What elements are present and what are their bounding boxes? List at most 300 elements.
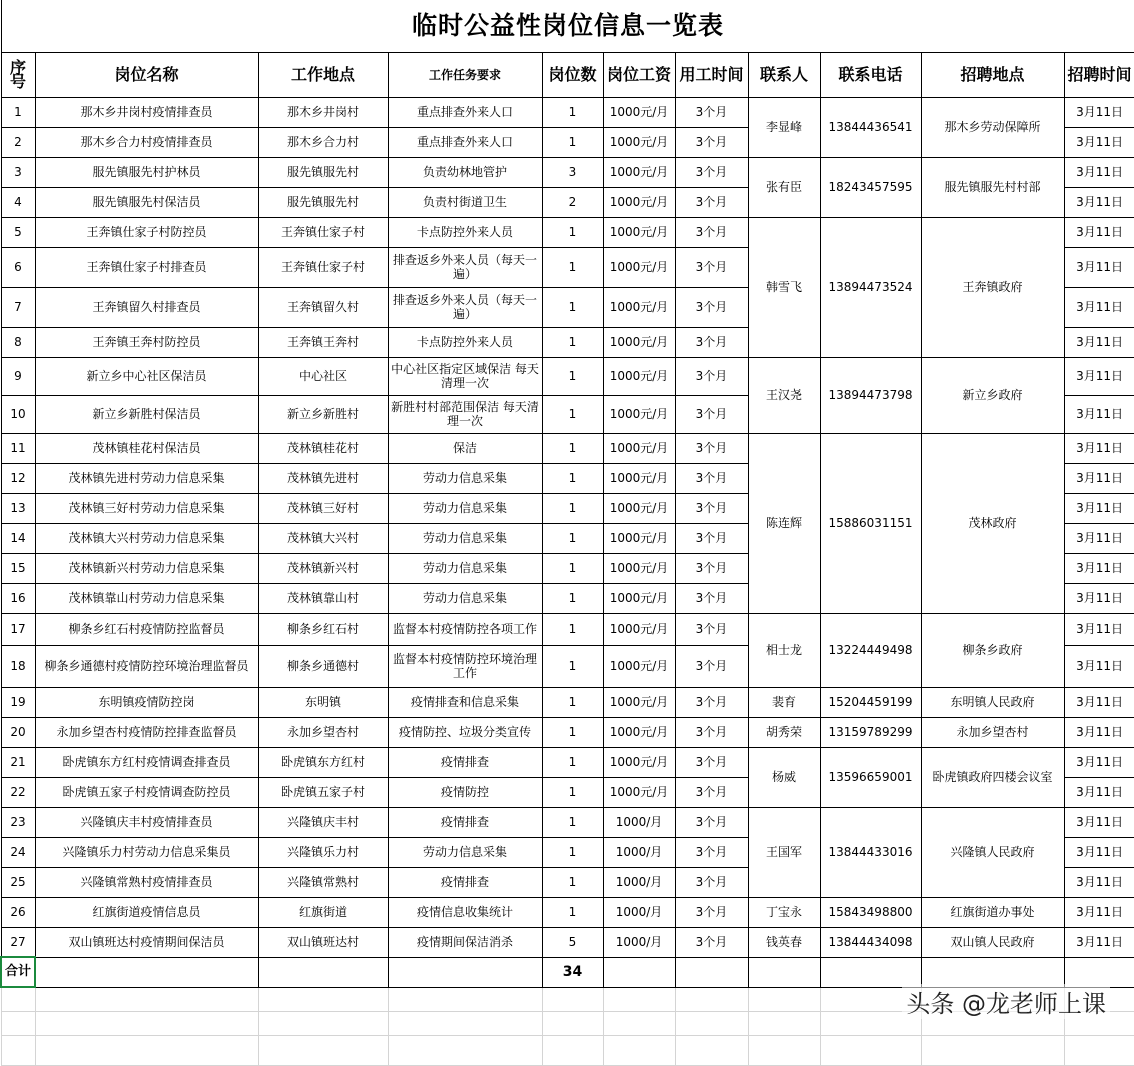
empty-cell[interactable] bbox=[388, 1035, 542, 1065]
recruit-date-cell[interactable]: 3月11日 bbox=[1064, 553, 1134, 583]
work-place-cell[interactable]: 东明镇 bbox=[258, 687, 388, 717]
wage-cell[interactable]: 1000元/月 bbox=[603, 717, 675, 747]
empty-cell[interactable] bbox=[35, 1011, 258, 1035]
position-count-cell[interactable]: 1 bbox=[542, 807, 603, 837]
row-number-cell[interactable]: 26 bbox=[1, 897, 35, 927]
empty-cell[interactable] bbox=[1, 987, 35, 1011]
row-number-cell[interactable]: 3 bbox=[1, 157, 35, 187]
wage-cell[interactable]: 1000元/月 bbox=[603, 687, 675, 717]
row-number-cell[interactable]: 9 bbox=[1, 357, 35, 395]
work-place-cell[interactable]: 茂林镇新兴村 bbox=[258, 553, 388, 583]
row-number-cell[interactable]: 21 bbox=[1, 747, 35, 777]
contact-person-cell[interactable]: 张有臣 bbox=[748, 157, 820, 217]
term-cell[interactable]: 3个月 bbox=[675, 927, 748, 957]
header-cell[interactable]: 岗位名称 bbox=[35, 52, 258, 97]
task-cell[interactable]: 监督本村疫情防控各项工作 bbox=[388, 613, 542, 645]
contact-phone-cell[interactable]: 13894473798 bbox=[820, 357, 921, 433]
row-number-cell[interactable]: 12 bbox=[1, 463, 35, 493]
task-cell[interactable]: 卡点防控外来人员 bbox=[388, 217, 542, 247]
empty-cell[interactable] bbox=[1064, 957, 1134, 987]
work-place-cell[interactable]: 那木乡合力村 bbox=[258, 127, 388, 157]
header-cell[interactable]: 联系电话 bbox=[820, 52, 921, 97]
contact-person-cell[interactable]: 陈连辉 bbox=[748, 433, 820, 613]
contact-phone-cell[interactable]: 13844433016 bbox=[820, 807, 921, 897]
row-number-cell[interactable]: 18 bbox=[1, 645, 35, 687]
recruit-location-cell[interactable]: 红旗街道办事处 bbox=[921, 897, 1064, 927]
position-count-cell[interactable]: 1 bbox=[542, 717, 603, 747]
term-cell[interactable]: 3个月 bbox=[675, 187, 748, 217]
recruit-date-cell[interactable]: 3月11日 bbox=[1064, 747, 1134, 777]
row-number-cell[interactable]: 14 bbox=[1, 523, 35, 553]
recruit-date-cell[interactable]: 3月11日 bbox=[1064, 97, 1134, 127]
work-place-cell[interactable]: 茂林镇先进村 bbox=[258, 463, 388, 493]
recruit-location-cell[interactable]: 王奔镇政府 bbox=[921, 217, 1064, 357]
wage-cell[interactable]: 1000/月 bbox=[603, 837, 675, 867]
empty-cell[interactable] bbox=[603, 987, 675, 1011]
term-cell[interactable]: 3个月 bbox=[675, 127, 748, 157]
work-place-cell[interactable]: 茂林镇桂花村 bbox=[258, 433, 388, 463]
empty-cell[interactable] bbox=[388, 1011, 542, 1035]
wage-cell[interactable]: 1000元/月 bbox=[603, 395, 675, 433]
recruit-location-cell[interactable]: 新立乡政府 bbox=[921, 357, 1064, 433]
empty-cell[interactable] bbox=[675, 957, 748, 987]
work-place-cell[interactable]: 永加乡望杏村 bbox=[258, 717, 388, 747]
task-cell[interactable]: 新胜村村部范围保洁 每天清理一次 bbox=[388, 395, 542, 433]
contact-person-cell[interactable]: 杨威 bbox=[748, 747, 820, 807]
wage-cell[interactable]: 1000元/月 bbox=[603, 287, 675, 327]
term-cell[interactable]: 3个月 bbox=[675, 747, 748, 777]
term-cell[interactable]: 3个月 bbox=[675, 217, 748, 247]
empty-cell[interactable] bbox=[258, 957, 388, 987]
term-cell[interactable]: 3个月 bbox=[675, 523, 748, 553]
work-place-cell[interactable]: 柳条乡红石村 bbox=[258, 613, 388, 645]
empty-cell[interactable] bbox=[1, 1011, 35, 1035]
wage-cell[interactable]: 1000元/月 bbox=[603, 357, 675, 395]
position-count-cell[interactable]: 1 bbox=[542, 287, 603, 327]
empty-cell[interactable] bbox=[748, 1035, 820, 1065]
position-name-cell[interactable]: 王奔镇留久村排查员 bbox=[35, 287, 258, 327]
work-place-cell[interactable]: 兴隆镇乐力村 bbox=[258, 837, 388, 867]
term-cell[interactable]: 3个月 bbox=[675, 157, 748, 187]
work-place-cell[interactable]: 茂林镇靠山村 bbox=[258, 583, 388, 613]
position-count-cell[interactable]: 1 bbox=[542, 747, 603, 777]
empty-cell[interactable] bbox=[258, 1035, 388, 1065]
term-cell[interactable]: 3个月 bbox=[675, 493, 748, 523]
empty-cell[interactable] bbox=[675, 1011, 748, 1035]
position-name-cell[interactable]: 卧虎镇五家子村疫情调查防控员 bbox=[35, 777, 258, 807]
recruit-date-cell[interactable]: 3月11日 bbox=[1064, 717, 1134, 747]
position-count-cell[interactable]: 1 bbox=[542, 553, 603, 583]
position-count-cell[interactable]: 1 bbox=[542, 687, 603, 717]
wage-cell[interactable]: 1000元/月 bbox=[603, 433, 675, 463]
position-count-cell[interactable]: 1 bbox=[542, 433, 603, 463]
header-cell[interactable]: 岗位数 bbox=[542, 52, 603, 97]
recruit-location-cell[interactable]: 服先镇服先村村部 bbox=[921, 157, 1064, 217]
position-name-cell[interactable]: 兴隆镇乐力村劳动力信息采集员 bbox=[35, 837, 258, 867]
task-cell[interactable]: 疫情防控、垃圾分类宣传 bbox=[388, 717, 542, 747]
contact-phone-cell[interactable]: 15843498800 bbox=[820, 897, 921, 927]
task-cell[interactable]: 疫情信息收集统计 bbox=[388, 897, 542, 927]
row-number-cell[interactable]: 19 bbox=[1, 687, 35, 717]
task-cell[interactable]: 保洁 bbox=[388, 433, 542, 463]
term-cell[interactable]: 3个月 bbox=[675, 777, 748, 807]
position-count-cell[interactable]: 1 bbox=[542, 357, 603, 395]
row-number-cell[interactable]: 24 bbox=[1, 837, 35, 867]
empty-cell[interactable] bbox=[921, 1035, 1064, 1065]
position-name-cell[interactable]: 新立乡中心社区保洁员 bbox=[35, 357, 258, 395]
position-count-cell[interactable]: 1 bbox=[542, 395, 603, 433]
contact-person-cell[interactable]: 裴育 bbox=[748, 687, 820, 717]
work-place-cell[interactable]: 中心社区 bbox=[258, 357, 388, 395]
term-cell[interactable]: 3个月 bbox=[675, 645, 748, 687]
recruit-date-cell[interactable]: 3月11日 bbox=[1064, 217, 1134, 247]
contact-person-cell[interactable]: 王国军 bbox=[748, 807, 820, 897]
position-count-cell[interactable]: 1 bbox=[542, 837, 603, 867]
row-number-cell[interactable]: 23 bbox=[1, 807, 35, 837]
recruit-date-cell[interactable]: 3月11日 bbox=[1064, 493, 1134, 523]
position-count-cell[interactable]: 1 bbox=[542, 327, 603, 357]
recruit-location-cell[interactable]: 那木乡劳动保障所 bbox=[921, 97, 1064, 157]
empty-cell[interactable] bbox=[748, 1011, 820, 1035]
wage-cell[interactable]: 1000元/月 bbox=[603, 493, 675, 523]
header-cell[interactable]: 序号 bbox=[1, 52, 35, 97]
empty-cell[interactable] bbox=[820, 957, 921, 987]
recruit-location-cell[interactable]: 永加乡望杏村 bbox=[921, 717, 1064, 747]
recruit-date-cell[interactable]: 3月11日 bbox=[1064, 187, 1134, 217]
empty-cell[interactable] bbox=[1064, 1035, 1134, 1065]
wage-cell[interactable]: 1000元/月 bbox=[603, 327, 675, 357]
task-cell[interactable]: 疫情防控 bbox=[388, 777, 542, 807]
empty-cell[interactable] bbox=[258, 1011, 388, 1035]
term-cell[interactable]: 3个月 bbox=[675, 613, 748, 645]
header-cell[interactable]: 岗位工资 bbox=[603, 52, 675, 97]
position-count-cell[interactable]: 1 bbox=[542, 523, 603, 553]
recruit-date-cell[interactable]: 3月11日 bbox=[1064, 127, 1134, 157]
wage-cell[interactable]: 1000元/月 bbox=[603, 553, 675, 583]
recruit-date-cell[interactable]: 3月11日 bbox=[1064, 395, 1134, 433]
header-cell[interactable]: 工作地点 bbox=[258, 52, 388, 97]
position-count-cell[interactable]: 1 bbox=[542, 247, 603, 287]
wage-cell[interactable]: 1000元/月 bbox=[603, 583, 675, 613]
position-name-cell[interactable]: 柳条乡红石村疫情防控监督员 bbox=[35, 613, 258, 645]
position-name-cell[interactable]: 王奔镇王奔村防控员 bbox=[35, 327, 258, 357]
row-number-cell[interactable]: 7 bbox=[1, 287, 35, 327]
term-cell[interactable]: 3个月 bbox=[675, 687, 748, 717]
recruit-location-cell[interactable]: 双山镇人民政府 bbox=[921, 927, 1064, 957]
position-name-cell[interactable]: 兴隆镇庆丰村疫情排查员 bbox=[35, 807, 258, 837]
work-place-cell[interactable]: 茂林镇三好村 bbox=[258, 493, 388, 523]
position-name-cell[interactable]: 茂林镇三好村劳动力信息采集 bbox=[35, 493, 258, 523]
work-place-cell[interactable]: 兴隆镇庆丰村 bbox=[258, 807, 388, 837]
position-name-cell[interactable]: 茂林镇新兴村劳动力信息采集 bbox=[35, 553, 258, 583]
wage-cell[interactable]: 1000元/月 bbox=[603, 97, 675, 127]
wage-cell[interactable]: 1000元/月 bbox=[603, 747, 675, 777]
task-cell[interactable]: 疫情排查 bbox=[388, 747, 542, 777]
work-place-cell[interactable]: 新立乡新胜村 bbox=[258, 395, 388, 433]
wage-cell[interactable]: 1000元/月 bbox=[603, 463, 675, 493]
contact-phone-cell[interactable]: 13159789299 bbox=[820, 717, 921, 747]
term-cell[interactable]: 3个月 bbox=[675, 357, 748, 395]
position-count-cell[interactable]: 5 bbox=[542, 927, 603, 957]
position-name-cell[interactable]: 永加乡望杏村疫情防控排查监督员 bbox=[35, 717, 258, 747]
position-name-cell[interactable]: 茂林镇大兴村劳动力信息采集 bbox=[35, 523, 258, 553]
work-place-cell[interactable]: 服先镇服先村 bbox=[258, 187, 388, 217]
recruit-date-cell[interactable]: 3月11日 bbox=[1064, 523, 1134, 553]
wage-cell[interactable]: 1000/月 bbox=[603, 867, 675, 897]
task-cell[interactable]: 疫情排查和信息采集 bbox=[388, 687, 542, 717]
row-number-cell[interactable]: 17 bbox=[1, 613, 35, 645]
position-name-cell[interactable]: 那木乡合力村疫情排查员 bbox=[35, 127, 258, 157]
row-number-cell[interactable]: 10 bbox=[1, 395, 35, 433]
task-cell[interactable]: 劳动力信息采集 bbox=[388, 837, 542, 867]
recruit-date-cell[interactable]: 3月11日 bbox=[1064, 247, 1134, 287]
header-cell[interactable]: 招聘地点 bbox=[921, 52, 1064, 97]
work-place-cell[interactable]: 卧虎镇五家子村 bbox=[258, 777, 388, 807]
work-place-cell[interactable]: 红旗街道 bbox=[258, 897, 388, 927]
empty-cell[interactable] bbox=[542, 987, 603, 1011]
position-name-cell[interactable]: 柳条乡通德村疫情防控环境治理监督员 bbox=[35, 645, 258, 687]
recruit-date-cell[interactable]: 3月11日 bbox=[1064, 287, 1134, 327]
recruit-date-cell[interactable]: 3月11日 bbox=[1064, 327, 1134, 357]
row-number-cell[interactable]: 27 bbox=[1, 927, 35, 957]
recruit-date-cell[interactable]: 3月11日 bbox=[1064, 357, 1134, 395]
position-name-cell[interactable]: 那木乡井岗村疫情排查员 bbox=[35, 97, 258, 127]
recruit-date-cell[interactable]: 3月11日 bbox=[1064, 897, 1134, 927]
term-cell[interactable]: 3个月 bbox=[675, 395, 748, 433]
recruit-date-cell[interactable]: 3月11日 bbox=[1064, 807, 1134, 837]
row-number-cell[interactable]: 1 bbox=[1, 97, 35, 127]
wage-cell[interactable]: 1000元/月 bbox=[603, 523, 675, 553]
recruit-date-cell[interactable]: 3月11日 bbox=[1064, 463, 1134, 493]
contact-phone-cell[interactable]: 13844434098 bbox=[820, 927, 921, 957]
empty-cell[interactable] bbox=[603, 957, 675, 987]
position-name-cell[interactable]: 王奔镇仕家子村防控员 bbox=[35, 217, 258, 247]
task-cell[interactable]: 疫情期间保洁消杀 bbox=[388, 927, 542, 957]
recruit-date-cell[interactable]: 3月11日 bbox=[1064, 613, 1134, 645]
task-cell[interactable]: 监督本村疫情防控环境治理工作 bbox=[388, 645, 542, 687]
task-cell[interactable]: 劳动力信息采集 bbox=[388, 493, 542, 523]
wage-cell[interactable]: 1000/月 bbox=[603, 897, 675, 927]
position-count-cell[interactable]: 1 bbox=[542, 127, 603, 157]
row-number-cell[interactable]: 16 bbox=[1, 583, 35, 613]
task-cell[interactable]: 卡点防控外来人员 bbox=[388, 327, 542, 357]
row-number-cell[interactable]: 4 bbox=[1, 187, 35, 217]
work-place-cell[interactable]: 服先镇服先村 bbox=[258, 157, 388, 187]
position-count-cell[interactable]: 1 bbox=[542, 897, 603, 927]
header-cell[interactable]: 用工时间 bbox=[675, 52, 748, 97]
position-count-cell[interactable]: 1 bbox=[542, 493, 603, 523]
wage-cell[interactable]: 1000元/月 bbox=[603, 777, 675, 807]
empty-cell[interactable] bbox=[388, 987, 542, 1011]
term-cell[interactable]: 3个月 bbox=[675, 837, 748, 867]
work-place-cell[interactable]: 双山镇班达村 bbox=[258, 927, 388, 957]
position-count-cell[interactable]: 1 bbox=[542, 867, 603, 897]
task-cell[interactable]: 排查返乡外来人员（每天一遍） bbox=[388, 247, 542, 287]
recruit-date-cell[interactable]: 3月11日 bbox=[1064, 867, 1134, 897]
task-cell[interactable]: 劳动力信息采集 bbox=[388, 463, 542, 493]
row-number-cell[interactable]: 5 bbox=[1, 217, 35, 247]
term-cell[interactable]: 3个月 bbox=[675, 553, 748, 583]
work-place-cell[interactable]: 那木乡井岗村 bbox=[258, 97, 388, 127]
task-cell[interactable]: 疫情排查 bbox=[388, 867, 542, 897]
row-number-cell[interactable]: 20 bbox=[1, 717, 35, 747]
position-name-cell[interactable]: 东明镇疫情防控岗 bbox=[35, 687, 258, 717]
task-cell[interactable]: 劳动力信息采集 bbox=[388, 583, 542, 613]
term-cell[interactable]: 3个月 bbox=[675, 463, 748, 493]
header-cell[interactable]: 招聘时间 bbox=[1064, 52, 1134, 97]
recruit-date-cell[interactable]: 3月11日 bbox=[1064, 157, 1134, 187]
position-name-cell[interactable]: 王奔镇仕家子村排查员 bbox=[35, 247, 258, 287]
recruit-date-cell[interactable]: 3月11日 bbox=[1064, 837, 1134, 867]
task-cell[interactable]: 疫情排查 bbox=[388, 807, 542, 837]
contact-phone-cell[interactable]: 13844436541 bbox=[820, 97, 921, 157]
total-count-cell[interactable]: 34 bbox=[542, 957, 603, 987]
recruit-location-cell[interactable]: 茂林政府 bbox=[921, 433, 1064, 613]
recruit-location-cell[interactable]: 卧虎镇政府四楼会议室 bbox=[921, 747, 1064, 807]
position-count-cell[interactable]: 1 bbox=[542, 645, 603, 687]
task-cell[interactable]: 重点排查外来人口 bbox=[388, 127, 542, 157]
position-name-cell[interactable]: 卧虎镇东方红村疫情调查排查员 bbox=[35, 747, 258, 777]
row-number-cell[interactable]: 22 bbox=[1, 777, 35, 807]
position-count-cell[interactable]: 1 bbox=[542, 217, 603, 247]
wage-cell[interactable]: 1000元/月 bbox=[603, 613, 675, 645]
position-count-cell[interactable]: 1 bbox=[542, 777, 603, 807]
contact-phone-cell[interactable]: 13894473524 bbox=[820, 217, 921, 357]
recruit-location-cell[interactable]: 柳条乡政府 bbox=[921, 613, 1064, 687]
position-count-cell[interactable]: 1 bbox=[542, 463, 603, 493]
position-count-cell[interactable]: 1 bbox=[542, 613, 603, 645]
recruit-location-cell[interactable]: 东明镇人民政府 bbox=[921, 687, 1064, 717]
work-place-cell[interactable]: 王奔镇留久村 bbox=[258, 287, 388, 327]
row-number-cell[interactable]: 25 bbox=[1, 867, 35, 897]
total-label-cell[interactable]: 合计 bbox=[1, 957, 35, 987]
row-number-cell[interactable]: 8 bbox=[1, 327, 35, 357]
contact-phone-cell[interactable]: 18243457595 bbox=[820, 157, 921, 217]
position-name-cell[interactable]: 红旗街道疫情信息员 bbox=[35, 897, 258, 927]
wage-cell[interactable]: 1000/月 bbox=[603, 807, 675, 837]
position-name-cell[interactable]: 茂林镇靠山村劳动力信息采集 bbox=[35, 583, 258, 613]
recruit-date-cell[interactable]: 3月11日 bbox=[1064, 433, 1134, 463]
row-number-cell[interactable]: 11 bbox=[1, 433, 35, 463]
recruit-date-cell[interactable]: 3月11日 bbox=[1064, 927, 1134, 957]
term-cell[interactable]: 3个月 bbox=[675, 247, 748, 287]
position-name-cell[interactable]: 双山镇班达村疫情期间保洁员 bbox=[35, 927, 258, 957]
position-count-cell[interactable]: 1 bbox=[542, 97, 603, 127]
position-name-cell[interactable]: 服先镇服先村保洁员 bbox=[35, 187, 258, 217]
term-cell[interactable]: 3个月 bbox=[675, 287, 748, 327]
term-cell[interactable]: 3个月 bbox=[675, 97, 748, 127]
position-name-cell[interactable]: 新立乡新胜村保洁员 bbox=[35, 395, 258, 433]
recruit-location-cell[interactable]: 兴隆镇人民政府 bbox=[921, 807, 1064, 897]
term-cell[interactable]: 3个月 bbox=[675, 807, 748, 837]
wage-cell[interactable]: 1000元/月 bbox=[603, 217, 675, 247]
empty-cell[interactable] bbox=[35, 957, 258, 987]
wage-cell[interactable]: 1000元/月 bbox=[603, 187, 675, 217]
work-place-cell[interactable]: 卧虎镇东方红村 bbox=[258, 747, 388, 777]
task-cell[interactable]: 劳动力信息采集 bbox=[388, 553, 542, 583]
term-cell[interactable]: 3个月 bbox=[675, 897, 748, 927]
position-name-cell[interactable]: 茂林镇先进村劳动力信息采集 bbox=[35, 463, 258, 493]
work-place-cell[interactable]: 兴隆镇常熟村 bbox=[258, 867, 388, 897]
wage-cell[interactable]: 1000元/月 bbox=[603, 247, 675, 287]
contact-phone-cell[interactable]: 13224449498 bbox=[820, 613, 921, 687]
contact-person-cell[interactable]: 王汉尧 bbox=[748, 357, 820, 433]
recruit-date-cell[interactable]: 3月11日 bbox=[1064, 687, 1134, 717]
wage-cell[interactable]: 1000元/月 bbox=[603, 645, 675, 687]
empty-cell[interactable] bbox=[675, 1035, 748, 1065]
contact-person-cell[interactable]: 丁宝永 bbox=[748, 897, 820, 927]
empty-cell[interactable] bbox=[603, 1035, 675, 1065]
wage-cell[interactable]: 1000元/月 bbox=[603, 157, 675, 187]
empty-cell[interactable] bbox=[388, 957, 542, 987]
recruit-date-cell[interactable]: 3月11日 bbox=[1064, 777, 1134, 807]
empty-cell[interactable] bbox=[542, 1035, 603, 1065]
term-cell[interactable]: 3个月 bbox=[675, 867, 748, 897]
task-cell[interactable]: 负责村街道卫生 bbox=[388, 187, 542, 217]
row-number-cell[interactable]: 6 bbox=[1, 247, 35, 287]
wage-cell[interactable]: 1000/月 bbox=[603, 927, 675, 957]
position-name-cell[interactable]: 服先镇服先村护林员 bbox=[35, 157, 258, 187]
position-name-cell[interactable]: 茂林镇桂花村保洁员 bbox=[35, 433, 258, 463]
empty-cell[interactable] bbox=[35, 987, 258, 1011]
term-cell[interactable]: 3个月 bbox=[675, 583, 748, 613]
header-cell[interactable]: 工作任务要求 bbox=[388, 52, 542, 97]
task-cell[interactable]: 中心社区指定区域保洁 每天清理一次 bbox=[388, 357, 542, 395]
position-count-cell[interactable]: 3 bbox=[542, 157, 603, 187]
term-cell[interactable]: 3个月 bbox=[675, 433, 748, 463]
position-count-cell[interactable]: 1 bbox=[542, 583, 603, 613]
empty-cell[interactable] bbox=[748, 987, 820, 1011]
row-number-cell[interactable]: 2 bbox=[1, 127, 35, 157]
empty-cell[interactable] bbox=[35, 1035, 258, 1065]
wage-cell[interactable]: 1000元/月 bbox=[603, 127, 675, 157]
header-cell[interactable]: 联系人 bbox=[748, 52, 820, 97]
recruit-date-cell[interactable]: 3月11日 bbox=[1064, 645, 1134, 687]
contact-phone-cell[interactable]: 15886031151 bbox=[820, 433, 921, 613]
work-place-cell[interactable]: 茂林镇大兴村 bbox=[258, 523, 388, 553]
empty-cell[interactable] bbox=[921, 957, 1064, 987]
task-cell[interactable]: 重点排查外来人口 bbox=[388, 97, 542, 127]
contact-phone-cell[interactable]: 13596659001 bbox=[820, 747, 921, 807]
contact-person-cell[interactable]: 韩雪飞 bbox=[748, 217, 820, 357]
contact-person-cell[interactable]: 钱英春 bbox=[748, 927, 820, 957]
empty-cell[interactable] bbox=[603, 1011, 675, 1035]
term-cell[interactable]: 3个月 bbox=[675, 327, 748, 357]
position-count-cell[interactable]: 2 bbox=[542, 187, 603, 217]
empty-cell[interactable] bbox=[1, 1035, 35, 1065]
contact-person-cell[interactable]: 胡秀荣 bbox=[748, 717, 820, 747]
empty-cell[interactable] bbox=[748, 957, 820, 987]
empty-cell[interactable] bbox=[258, 987, 388, 1011]
row-number-cell[interactable]: 15 bbox=[1, 553, 35, 583]
work-place-cell[interactable]: 王奔镇仕家子村 bbox=[258, 217, 388, 247]
work-place-cell[interactable]: 王奔镇王奔村 bbox=[258, 327, 388, 357]
empty-cell[interactable] bbox=[542, 1011, 603, 1035]
row-number-cell[interactable]: 13 bbox=[1, 493, 35, 523]
empty-cell[interactable] bbox=[675, 987, 748, 1011]
recruit-date-cell[interactable]: 3月11日 bbox=[1064, 583, 1134, 613]
contact-person-cell[interactable]: 相士龙 bbox=[748, 613, 820, 687]
contact-person-cell[interactable]: 李显峰 bbox=[748, 97, 820, 157]
task-cell[interactable]: 排查返乡外来人员（每天一遍） bbox=[388, 287, 542, 327]
work-place-cell[interactable]: 王奔镇仕家子村 bbox=[258, 247, 388, 287]
work-place-cell[interactable]: 柳条乡通德村 bbox=[258, 645, 388, 687]
term-cell[interactable]: 3个月 bbox=[675, 717, 748, 747]
empty-cell[interactable] bbox=[820, 1035, 921, 1065]
position-name-cell[interactable]: 兴隆镇常熟村疫情排查员 bbox=[35, 867, 258, 897]
contact-phone-cell[interactable]: 15204459199 bbox=[820, 687, 921, 717]
task-cell[interactable]: 劳动力信息采集 bbox=[388, 523, 542, 553]
